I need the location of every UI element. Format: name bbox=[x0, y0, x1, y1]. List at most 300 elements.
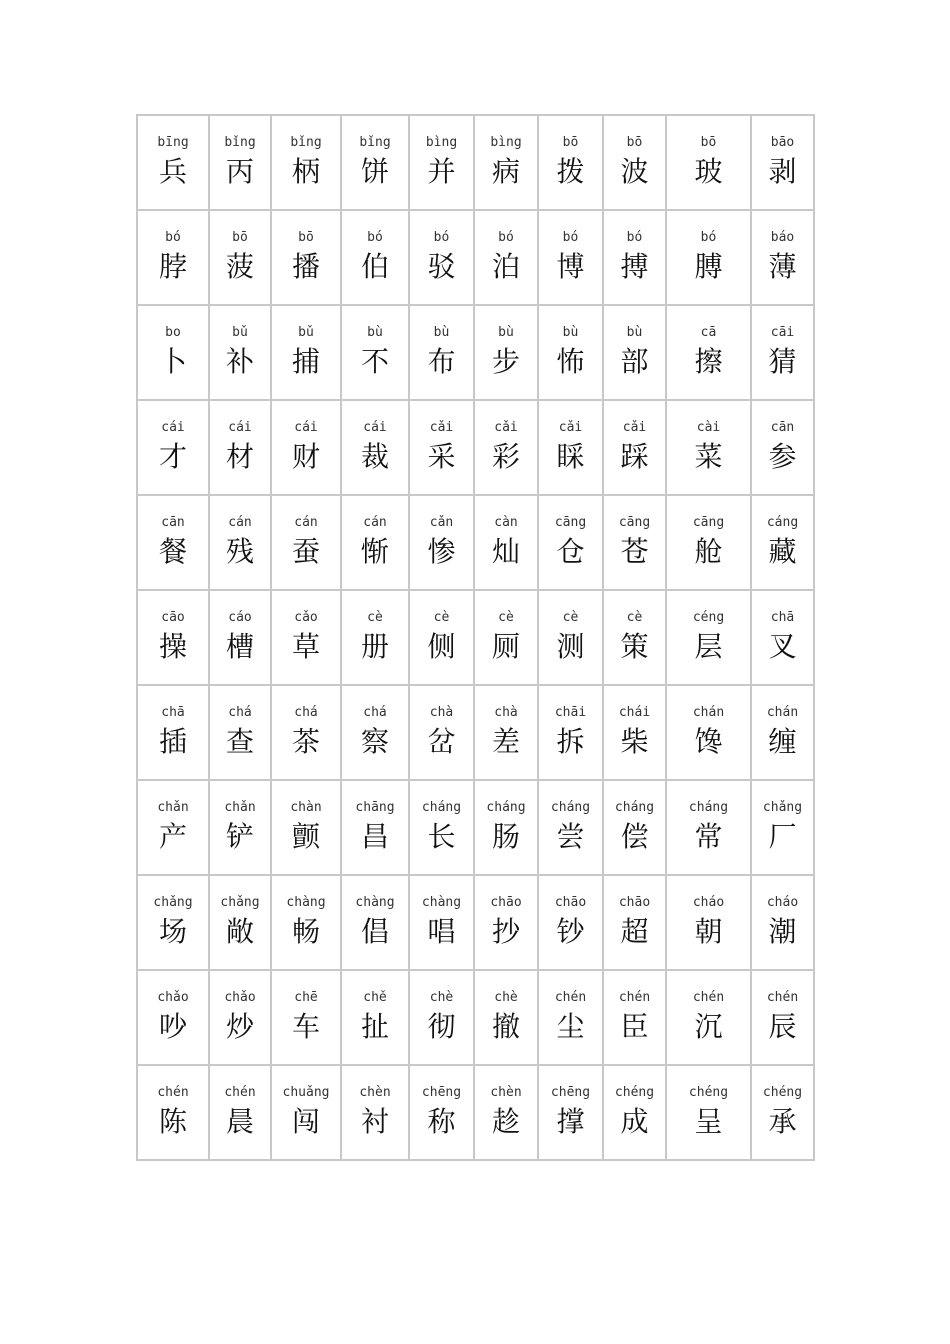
hanzi-character: 臣 bbox=[620, 1010, 649, 1043]
hanzi-character: 朝 bbox=[694, 915, 723, 948]
hanzi-character: 播 bbox=[291, 250, 320, 283]
hanzi-character: 舱 bbox=[694, 535, 723, 568]
pinyin-label: bó bbox=[562, 230, 579, 245]
character-cell bbox=[474, 1065, 538, 1160]
hanzi-character: 插 bbox=[158, 725, 187, 758]
character-cell bbox=[474, 875, 538, 970]
character-cell bbox=[137, 970, 209, 1065]
pinyin-label: bó bbox=[433, 230, 450, 245]
character-cell bbox=[137, 400, 209, 495]
character-cell bbox=[209, 210, 271, 305]
pinyin-label: chán bbox=[692, 705, 725, 720]
hanzi-character: 沉 bbox=[694, 1010, 723, 1043]
hanzi-character: 层 bbox=[694, 630, 723, 663]
pinyin-label: chéng bbox=[688, 1085, 729, 1100]
pinyin-label: cāng bbox=[554, 515, 587, 530]
pinyin-label: chèn bbox=[490, 1085, 522, 1100]
character-cell bbox=[341, 1065, 409, 1160]
character-cell bbox=[409, 1065, 474, 1160]
hanzi-character: 吵 bbox=[158, 1010, 187, 1043]
hanzi-character: 参 bbox=[768, 440, 797, 473]
hanzi-character: 彩 bbox=[491, 440, 520, 473]
character-cell bbox=[603, 590, 666, 685]
hanzi-character: 倡 bbox=[360, 915, 389, 948]
pinyin-label: chāi bbox=[554, 705, 587, 720]
character-cell bbox=[341, 780, 409, 875]
hanzi-character: 捕 bbox=[291, 345, 320, 378]
hanzi-character: 驳 bbox=[427, 250, 456, 283]
pinyin-label: chà bbox=[494, 705, 518, 720]
hanzi-character: 病 bbox=[491, 155, 520, 188]
character-cell bbox=[409, 685, 474, 780]
character-cell bbox=[341, 590, 409, 685]
character-cell bbox=[409, 780, 474, 875]
pinyin-label: bù bbox=[498, 325, 514, 340]
character-cell bbox=[666, 970, 751, 1065]
hanzi-character: 炒 bbox=[225, 1010, 254, 1043]
grid-row bbox=[137, 685, 814, 780]
character-cell bbox=[538, 590, 603, 685]
character-cell bbox=[474, 970, 538, 1065]
hanzi-character: 成 bbox=[620, 1105, 649, 1138]
character-cell bbox=[603, 1065, 666, 1160]
character-cell bbox=[209, 780, 271, 875]
character-cell bbox=[474, 685, 538, 780]
character-cell bbox=[751, 875, 814, 970]
hanzi-character: 槽 bbox=[225, 630, 254, 663]
character-cell bbox=[666, 685, 751, 780]
hanzi-character: 搏 bbox=[620, 250, 649, 283]
character-cell bbox=[538, 970, 603, 1065]
hanzi-character: 抄 bbox=[491, 915, 520, 948]
hanzi-character: 惨 bbox=[427, 535, 456, 568]
character-cell bbox=[137, 780, 209, 875]
pinyin-label: bìng bbox=[425, 135, 458, 150]
pinyin-label: chāo bbox=[490, 895, 522, 910]
hanzi-character: 称 bbox=[427, 1105, 456, 1138]
character-cell bbox=[209, 1065, 271, 1160]
hanzi-character: 擦 bbox=[694, 345, 723, 378]
pinyin-character-grid bbox=[136, 114, 815, 1161]
hanzi-character: 产 bbox=[158, 820, 187, 853]
hanzi-character: 偿 bbox=[620, 820, 649, 853]
character-cell bbox=[666, 400, 751, 495]
hanzi-character: 玻 bbox=[694, 155, 723, 188]
hanzi-character: 闯 bbox=[291, 1105, 320, 1138]
pinyin-label: cā bbox=[700, 325, 717, 340]
character-cell bbox=[271, 305, 341, 400]
pinyin-label: chǎng bbox=[153, 895, 193, 910]
hanzi-character: 撤 bbox=[491, 1010, 520, 1043]
character-cell bbox=[341, 970, 409, 1065]
pinyin-label: báo bbox=[770, 230, 795, 245]
hanzi-character: 材 bbox=[225, 440, 254, 473]
hanzi-character: 查 bbox=[225, 725, 254, 758]
hanzi-character: 柴 bbox=[620, 725, 649, 758]
hanzi-character: 车 bbox=[291, 1010, 320, 1043]
pinyin-label: cái bbox=[363, 420, 387, 435]
character-cell bbox=[209, 305, 271, 400]
pinyin-label: bó bbox=[367, 230, 383, 245]
hanzi-character: 敞 bbox=[225, 915, 254, 948]
character-cell bbox=[409, 400, 474, 495]
pinyin-label: chái bbox=[618, 705, 651, 720]
character-cell bbox=[751, 1065, 814, 1160]
pinyin-label: chā bbox=[161, 705, 185, 720]
hanzi-character: 铲 bbox=[225, 820, 254, 853]
pinyin-label: cāi bbox=[770, 325, 795, 340]
hanzi-character: 扯 bbox=[360, 1010, 389, 1043]
character-cell bbox=[538, 305, 603, 400]
character-cell bbox=[666, 495, 751, 590]
character-cell bbox=[271, 210, 341, 305]
hanzi-character: 唱 bbox=[427, 915, 456, 948]
character-cell bbox=[603, 400, 666, 495]
character-cell bbox=[603, 780, 666, 875]
character-cell bbox=[271, 400, 341, 495]
pinyin-label: chàng bbox=[355, 895, 395, 910]
hanzi-character: 呈 bbox=[694, 1105, 723, 1138]
pinyin-label: chén bbox=[554, 990, 587, 1005]
character-cell bbox=[271, 780, 341, 875]
character-cell bbox=[666, 780, 751, 875]
pinyin-label: càn bbox=[494, 515, 518, 530]
character-cell bbox=[137, 875, 209, 970]
hanzi-character: 钞 bbox=[556, 915, 585, 948]
pinyin-label: bù bbox=[562, 325, 579, 340]
hanzi-character: 操 bbox=[158, 630, 187, 663]
character-cell bbox=[603, 970, 666, 1065]
grid-row bbox=[137, 495, 814, 590]
character-cell bbox=[603, 210, 666, 305]
pinyin-label: chē bbox=[294, 990, 318, 1005]
pinyin-label: cǎn bbox=[429, 515, 454, 530]
character-cell bbox=[209, 400, 271, 495]
pinyin-label: cāng bbox=[618, 515, 651, 530]
character-cell bbox=[271, 970, 341, 1065]
hanzi-character: 叉 bbox=[768, 630, 797, 663]
hanzi-character: 馋 bbox=[694, 725, 723, 758]
pinyin-label: chén bbox=[618, 990, 651, 1005]
hanzi-character: 彻 bbox=[427, 1010, 456, 1043]
hanzi-character: 厕 bbox=[491, 630, 520, 663]
pinyin-label: bō bbox=[562, 135, 579, 150]
character-cell bbox=[209, 875, 271, 970]
pinyin-label: chéng bbox=[614, 1085, 655, 1100]
character-cell bbox=[209, 495, 271, 590]
pinyin-label: bó bbox=[626, 230, 643, 245]
pinyin-label: cháng bbox=[614, 800, 655, 815]
pinyin-label: bīng bbox=[157, 135, 189, 150]
grid-row bbox=[137, 970, 814, 1065]
pinyin-label: bù bbox=[626, 325, 643, 340]
character-cell bbox=[474, 400, 538, 495]
pinyin-label: cāo bbox=[161, 610, 185, 625]
character-cell bbox=[666, 590, 751, 685]
pinyin-label: cán bbox=[228, 515, 252, 530]
character-cell bbox=[751, 780, 814, 875]
hanzi-character: 布 bbox=[427, 345, 456, 378]
pinyin-label: chà bbox=[429, 705, 454, 720]
pinyin-label: cháo bbox=[766, 895, 799, 910]
character-cell bbox=[538, 400, 603, 495]
character-cell bbox=[603, 495, 666, 590]
pinyin-label: chā bbox=[770, 610, 795, 625]
hanzi-character: 残 bbox=[225, 535, 254, 568]
hanzi-character: 厂 bbox=[768, 820, 797, 853]
hanzi-character: 采 bbox=[427, 440, 456, 473]
character-cell bbox=[751, 970, 814, 1065]
hanzi-character: 睬 bbox=[556, 440, 585, 473]
hanzi-character: 伯 bbox=[360, 250, 389, 283]
hanzi-character: 脖 bbox=[158, 250, 187, 283]
character-cell bbox=[409, 590, 474, 685]
hanzi-character: 蚕 bbox=[291, 535, 320, 568]
pinyin-label: cái bbox=[161, 420, 185, 435]
grid-row bbox=[137, 1065, 814, 1160]
character-cell bbox=[666, 875, 751, 970]
character-cell bbox=[538, 495, 603, 590]
character-cell bbox=[666, 305, 751, 400]
pinyin-label: cáng bbox=[766, 515, 799, 530]
character-cell bbox=[751, 495, 814, 590]
pinyin-label: chán bbox=[766, 705, 799, 720]
pinyin-label: bāo bbox=[770, 135, 795, 150]
pinyin-label: chēng bbox=[421, 1085, 462, 1100]
pinyin-label: chàng bbox=[286, 895, 326, 910]
hanzi-character: 察 bbox=[360, 725, 389, 758]
hanzi-character: 趁 bbox=[491, 1105, 520, 1138]
hanzi-character: 饼 bbox=[360, 155, 389, 188]
pinyin-label: chén bbox=[766, 990, 799, 1005]
hanzi-character: 踩 bbox=[620, 440, 649, 473]
pinyin-label: bō bbox=[232, 230, 248, 245]
pinyin-label: bō bbox=[626, 135, 643, 150]
character-cell bbox=[271, 875, 341, 970]
hanzi-character: 拨 bbox=[556, 155, 585, 188]
hanzi-character: 策 bbox=[620, 630, 649, 663]
hanzi-character: 菜 bbox=[694, 440, 723, 473]
pinyin-label: chě bbox=[363, 990, 387, 1005]
pinyin-label: cè bbox=[367, 610, 383, 625]
character-cell bbox=[666, 115, 751, 210]
pinyin-label: bó bbox=[498, 230, 514, 245]
character-cell bbox=[474, 780, 538, 875]
hanzi-character: 补 bbox=[225, 345, 254, 378]
character-cell bbox=[341, 210, 409, 305]
hanzi-character: 菠 bbox=[225, 250, 254, 283]
character-cell bbox=[603, 875, 666, 970]
grid-row bbox=[137, 875, 814, 970]
character-cell bbox=[409, 495, 474, 590]
hanzi-character: 差 bbox=[491, 725, 520, 758]
pinyin-label: bǔ bbox=[232, 325, 248, 340]
pinyin-label: bǔ bbox=[298, 325, 314, 340]
character-cell bbox=[603, 305, 666, 400]
hanzi-character: 仓 bbox=[556, 535, 585, 568]
hanzi-character: 柄 bbox=[291, 155, 320, 188]
pinyin-label: cháng bbox=[688, 800, 729, 815]
hanzi-character: 晨 bbox=[225, 1105, 254, 1138]
character-cell bbox=[209, 115, 271, 210]
character-cell bbox=[137, 210, 209, 305]
character-cell bbox=[271, 495, 341, 590]
pinyin-label: bìng bbox=[490, 135, 522, 150]
hanzi-character: 兵 bbox=[158, 155, 187, 188]
grid-row bbox=[137, 115, 814, 210]
grid-body bbox=[137, 115, 814, 1160]
hanzi-character: 财 bbox=[291, 440, 320, 473]
hanzi-character: 场 bbox=[158, 915, 187, 948]
pinyin-label: cāng bbox=[692, 515, 725, 530]
pinyin-label: bǐng bbox=[224, 135, 256, 150]
pinyin-label: cán bbox=[363, 515, 387, 530]
hanzi-character: 草 bbox=[291, 630, 320, 663]
character-cell bbox=[137, 115, 209, 210]
character-cell bbox=[474, 495, 538, 590]
pinyin-label: chén bbox=[224, 1085, 256, 1100]
grid-row bbox=[137, 780, 814, 875]
character-cell bbox=[341, 115, 409, 210]
hanzi-character: 茶 bbox=[291, 725, 320, 758]
character-cell bbox=[209, 685, 271, 780]
pinyin-label: chén bbox=[157, 1085, 189, 1100]
character-cell bbox=[751, 305, 814, 400]
hanzi-character: 畅 bbox=[291, 915, 320, 948]
character-cell bbox=[409, 115, 474, 210]
character-cell bbox=[137, 590, 209, 685]
hanzi-character: 肠 bbox=[491, 820, 520, 853]
pinyin-label: chè bbox=[429, 990, 454, 1005]
grid-row bbox=[137, 305, 814, 400]
pinyin-label: chàng bbox=[421, 895, 462, 910]
pinyin-label: cháng bbox=[421, 800, 462, 815]
pinyin-label: chàn bbox=[290, 800, 322, 815]
pinyin-label: cè bbox=[498, 610, 514, 625]
character-cell bbox=[271, 115, 341, 210]
character-cell bbox=[137, 495, 209, 590]
hanzi-character: 尘 bbox=[556, 1010, 585, 1043]
pinyin-label: cáo bbox=[228, 610, 252, 625]
hanzi-character: 猜 bbox=[768, 345, 797, 378]
grid-row bbox=[137, 400, 814, 495]
character-cell bbox=[341, 305, 409, 400]
hanzi-character: 步 bbox=[491, 345, 520, 378]
pinyin-label: chá bbox=[363, 705, 387, 720]
hanzi-character: 潮 bbox=[768, 915, 797, 948]
pinyin-label: bù bbox=[433, 325, 450, 340]
character-cell bbox=[474, 210, 538, 305]
hanzi-character: 辰 bbox=[768, 1010, 797, 1043]
hanzi-character: 惭 bbox=[360, 535, 389, 568]
character-cell bbox=[341, 875, 409, 970]
hanzi-character: 剥 bbox=[768, 155, 797, 188]
character-cell bbox=[409, 970, 474, 1065]
pinyin-label: bō bbox=[700, 135, 717, 150]
hanzi-character: 撑 bbox=[556, 1105, 585, 1138]
pinyin-label: chǎn bbox=[224, 800, 256, 815]
pinyin-label: cháng bbox=[486, 800, 526, 815]
pinyin-label: bó bbox=[700, 230, 717, 245]
pinyin-label: cháo bbox=[692, 895, 725, 910]
character-cell bbox=[474, 115, 538, 210]
hanzi-character: 灿 bbox=[491, 535, 520, 568]
hanzi-character: 拆 bbox=[556, 725, 585, 758]
hanzi-character: 衬 bbox=[360, 1105, 389, 1138]
character-cell bbox=[137, 1065, 209, 1160]
hanzi-character: 卜 bbox=[158, 345, 187, 378]
character-cell bbox=[751, 400, 814, 495]
pinyin-label: bo bbox=[165, 325, 181, 340]
hanzi-character: 不 bbox=[360, 345, 389, 378]
grid-row bbox=[137, 590, 814, 685]
character-cell bbox=[409, 875, 474, 970]
hanzi-character: 长 bbox=[427, 820, 456, 853]
hanzi-character: 薄 bbox=[768, 250, 797, 283]
hanzi-character: 丙 bbox=[225, 155, 254, 188]
character-cell bbox=[409, 210, 474, 305]
pinyin-label: chāng bbox=[355, 800, 395, 815]
hanzi-character: 苍 bbox=[620, 535, 649, 568]
character-cell bbox=[751, 115, 814, 210]
pinyin-label: chāo bbox=[618, 895, 651, 910]
hanzi-character: 餐 bbox=[158, 535, 187, 568]
hanzi-character: 常 bbox=[694, 820, 723, 853]
hanzi-character: 泊 bbox=[491, 250, 520, 283]
hanzi-character: 才 bbox=[158, 440, 187, 473]
character-cell bbox=[341, 400, 409, 495]
hanzi-character: 岔 bbox=[427, 725, 456, 758]
pinyin-label: cháng bbox=[550, 800, 591, 815]
pinyin-label: chǎo bbox=[224, 990, 256, 1005]
hanzi-character: 颤 bbox=[291, 820, 320, 853]
pinyin-label: cè bbox=[562, 610, 579, 625]
pinyin-label: cè bbox=[626, 610, 643, 625]
character-cell bbox=[137, 305, 209, 400]
character-cell bbox=[603, 115, 666, 210]
hanzi-character: 测 bbox=[556, 630, 585, 663]
character-cell bbox=[603, 685, 666, 780]
pinyin-label: cǎo bbox=[294, 610, 318, 625]
hanzi-character: 波 bbox=[620, 155, 649, 188]
character-cell bbox=[538, 780, 603, 875]
pinyin-label: chǎng bbox=[220, 895, 260, 910]
character-cell bbox=[209, 590, 271, 685]
pinyin-label: cái bbox=[294, 420, 318, 435]
pinyin-label: chēng bbox=[550, 1085, 591, 1100]
character-cell bbox=[538, 875, 603, 970]
character-cell bbox=[341, 495, 409, 590]
hanzi-character: 藏 bbox=[768, 535, 797, 568]
pinyin-label: cǎi bbox=[558, 420, 583, 435]
hanzi-character: 超 bbox=[620, 915, 649, 948]
pinyin-label: bō bbox=[298, 230, 314, 245]
hanzi-character: 膊 bbox=[694, 250, 723, 283]
pinyin-label: cán bbox=[294, 515, 318, 530]
character-cell bbox=[474, 590, 538, 685]
hanzi-character: 裁 bbox=[360, 440, 389, 473]
pinyin-label: chá bbox=[294, 705, 318, 720]
hanzi-character: 并 bbox=[427, 155, 456, 188]
hanzi-character: 缠 bbox=[768, 725, 797, 758]
pinyin-label: chá bbox=[228, 705, 252, 720]
character-cell bbox=[409, 305, 474, 400]
character-cell bbox=[666, 1065, 751, 1160]
hanzi-character: 博 bbox=[556, 250, 585, 283]
character-cell bbox=[538, 685, 603, 780]
character-cell bbox=[538, 115, 603, 210]
character-cell bbox=[751, 210, 814, 305]
